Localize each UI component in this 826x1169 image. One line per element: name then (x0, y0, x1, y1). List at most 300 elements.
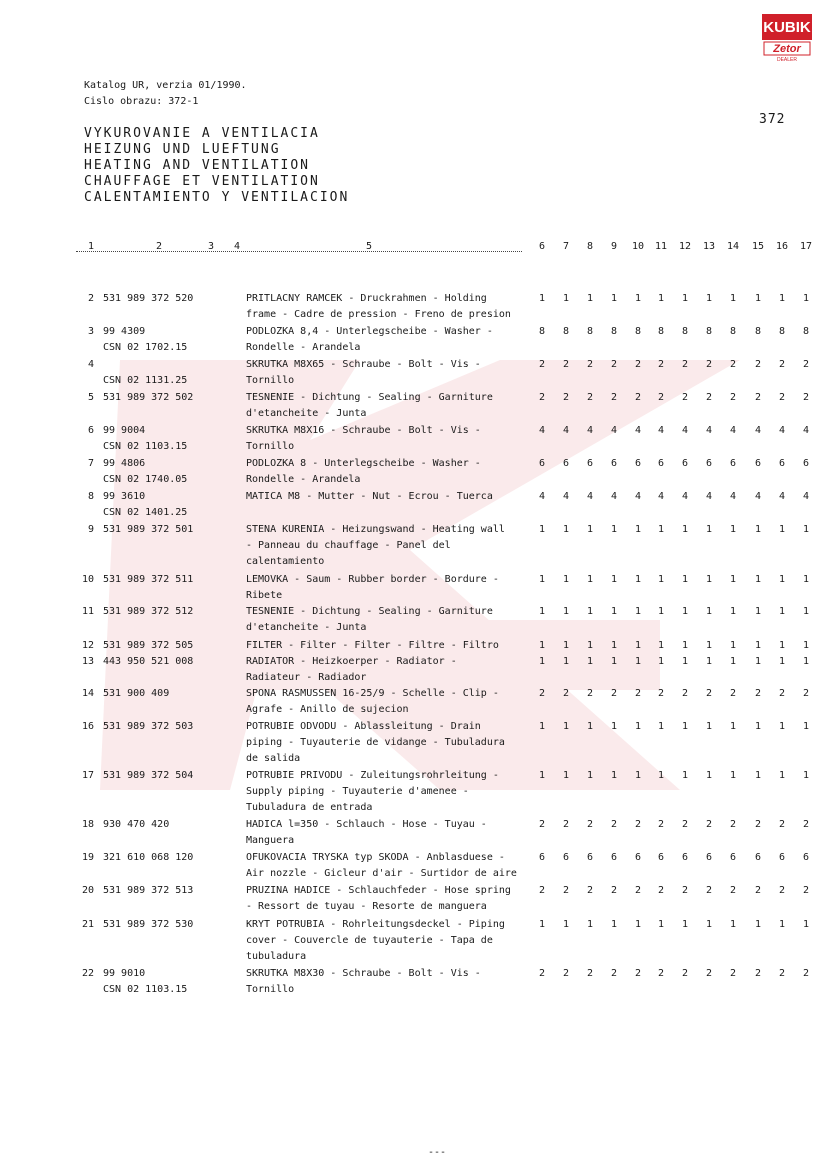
item-position: 16 (81, 721, 94, 732)
quantity-cell: 2 (802, 819, 810, 830)
quantity-cell: 1 (705, 919, 713, 930)
quantity-cell: 1 (634, 770, 642, 781)
quantity-cell: 1 (754, 721, 762, 732)
part-description: TESNENIE - Dichtung - Sealing - Garniture (246, 606, 493, 617)
quantity-cell: 2 (610, 359, 618, 370)
quantity-cell: 4 (754, 491, 762, 502)
header-rule (76, 251, 522, 252)
quantity-cell: 1 (562, 656, 570, 667)
header-qty-col-13: 13 (702, 241, 716, 252)
quantity-cell: 2 (802, 885, 810, 896)
header-qty-col-6: 6 (538, 241, 546, 252)
title-sk: VYKUROVANIE A VENTILACIA (84, 126, 320, 141)
quantity-cell: 1 (754, 574, 762, 585)
quantity-cell: 8 (610, 326, 618, 337)
quantity-cell: 1 (778, 293, 786, 304)
quantity-cell: 1 (802, 293, 810, 304)
quantity-cell: 2 (754, 359, 762, 370)
quantity-cell: 6 (778, 852, 786, 863)
quantity-cell: 1 (802, 919, 810, 930)
quantity-cell: 1 (538, 640, 546, 651)
quantity-cell: 1 (562, 606, 570, 617)
quantity-cell: 2 (610, 819, 618, 830)
standard-number: CSN 02 1740.05 (103, 474, 188, 485)
header-qty-col-12: 12 (678, 241, 692, 252)
part-description: Manguera (246, 835, 295, 846)
part-description: POTRUBIE ODVODU - Ablassleitung - Drain (246, 721, 481, 732)
quantity-cell: 6 (586, 852, 594, 863)
quantity-cell: 2 (705, 688, 713, 699)
part-description: OFUKOVACIA TRYSKA typ SKODA - Anblasduese - (246, 852, 505, 863)
quantity-cell: 8 (681, 326, 689, 337)
part-number: 99 4806 (103, 458, 146, 469)
quantity-cell: 2 (586, 359, 594, 370)
part-description: tubuladura (246, 951, 307, 962)
quantity-cell: 1 (657, 721, 665, 732)
quantity-cell: 4 (562, 491, 570, 502)
quantity-cell: 6 (562, 458, 570, 469)
quantity-cell: 2 (705, 819, 713, 830)
quantity-cell: 4 (634, 491, 642, 502)
quantity-cell: 4 (778, 491, 786, 502)
header-qty-col-9: 9 (610, 241, 618, 252)
quantity-cell: 2 (538, 885, 546, 896)
part-description: de salida (246, 753, 301, 764)
part-number: 531 989 372 513 (103, 885, 194, 896)
quantity-cell: 6 (705, 852, 713, 863)
quantity-cell: 8 (778, 326, 786, 337)
quantity-cell: 8 (562, 326, 570, 337)
quantity-cell: 1 (634, 606, 642, 617)
quantity-cell: 2 (778, 819, 786, 830)
svg-text:DEALER: DEALER (776, 57, 798, 62)
quantity-cell: 2 (681, 392, 689, 403)
part-description: PODLOZKA 8 - Unterlegscheibe - Washer - (246, 458, 481, 469)
header-col-5: 5 (366, 241, 373, 252)
quantity-cell: 2 (802, 359, 810, 370)
quantity-cell: 2 (705, 885, 713, 896)
quantity-cell: 6 (802, 458, 810, 469)
quantity-cell: 1 (634, 656, 642, 667)
item-position: 20 (81, 885, 94, 896)
quantity-cell: 1 (802, 574, 810, 585)
quantity-cell: 1 (657, 524, 665, 535)
part-description: d'etancheite - Junta (246, 622, 367, 633)
quantity-cell: 6 (754, 852, 762, 863)
quantity-cell: 1 (802, 721, 810, 732)
part-description: Air nozzle - Gicleur d'air - Surtidor de aire (246, 868, 517, 879)
quantity-cell: 1 (754, 919, 762, 930)
quantity-cell: 1 (705, 293, 713, 304)
item-position: 2 (87, 293, 94, 304)
part-description: piping - Tuyauterie de vidange - Tubuladura (246, 737, 505, 748)
quantity-cell: 2 (634, 885, 642, 896)
title-fr: CHAUFFAGE ET VENTILATION (84, 174, 320, 189)
quantity-cell: 1 (562, 919, 570, 930)
quantity-cell: 1 (705, 770, 713, 781)
quantity-cell: 1 (754, 640, 762, 651)
part-description: frame - Cadre de pression - Freno de presion (246, 309, 511, 320)
quantity-cell: 2 (681, 968, 689, 979)
quantity-cell: 1 (778, 721, 786, 732)
quantity-cell: 1 (610, 606, 618, 617)
item-position: 21 (81, 919, 94, 930)
quantity-cell: 2 (681, 359, 689, 370)
quantity-cell: 1 (586, 293, 594, 304)
page-number: 372 (759, 112, 786, 127)
quantity-cell: 1 (657, 640, 665, 651)
quantity-cell: 4 (729, 425, 737, 436)
quantity-cell: 2 (657, 359, 665, 370)
part-description: Tornillo (246, 441, 295, 452)
quantity-cell: 1 (634, 640, 642, 651)
quantity-cell: 1 (729, 721, 737, 732)
quantity-cell: 1 (657, 656, 665, 667)
quantity-cell: 1 (538, 721, 546, 732)
part-description: Supply piping - Tuyauterie d'amenee - (246, 786, 469, 797)
figure-number: Cislo obrazu: 372-1 (84, 96, 199, 107)
quantity-cell: 1 (634, 721, 642, 732)
quantity-cell: 1 (729, 606, 737, 617)
part-number: 531 900 409 (103, 688, 170, 699)
header-qty-col-17: 17 (799, 241, 813, 252)
part-description: MATICA M8 - Mutter - Nut - Ecrou - Tuerca (246, 491, 493, 502)
part-number: 531 989 372 530 (103, 919, 194, 930)
quantity-cell: 1 (657, 919, 665, 930)
quantity-cell: 1 (562, 640, 570, 651)
quantity-cell: 2 (634, 968, 642, 979)
part-number: 531 989 372 504 (103, 770, 194, 781)
quantity-cell: 8 (657, 326, 665, 337)
part-number: 531 989 372 511 (103, 574, 194, 585)
quantity-cell: 2 (681, 885, 689, 896)
quantity-cell: 4 (586, 425, 594, 436)
quantity-cell: 4 (802, 491, 810, 502)
quantity-cell: 1 (657, 293, 665, 304)
quantity-cell: 1 (681, 574, 689, 585)
quantity-cell: 1 (705, 606, 713, 617)
quantity-cell: 2 (634, 359, 642, 370)
quantity-cell: 1 (802, 524, 810, 535)
quantity-cell: 6 (634, 852, 642, 863)
item-position: 6 (87, 425, 94, 436)
part-number: 443 950 521 008 (103, 656, 194, 667)
quantity-cell: 6 (802, 852, 810, 863)
quantity-cell: 1 (802, 606, 810, 617)
svg-text:KUBIK: KUBIK (763, 19, 811, 36)
quantity-cell: 2 (562, 968, 570, 979)
quantity-cell: 1 (586, 656, 594, 667)
quantity-cell: 4 (681, 425, 689, 436)
quantity-cell: 1 (778, 656, 786, 667)
quantity-cell: 1 (802, 770, 810, 781)
quantity-cell: 1 (754, 770, 762, 781)
quantity-cell: 2 (610, 392, 618, 403)
part-description: Rondelle - Arandela (246, 474, 361, 485)
catalog-version: Katalog UR, verzia 01/1990. (84, 80, 247, 91)
quantity-cell: 1 (538, 919, 546, 930)
quantity-cell: 1 (586, 524, 594, 535)
quantity-cell: 4 (729, 491, 737, 502)
quantity-cell: 2 (705, 392, 713, 403)
quantity-cell: 2 (657, 392, 665, 403)
quantity-cell: 6 (754, 458, 762, 469)
quantity-cell: 1 (729, 640, 737, 651)
header-qty-col-11: 11 (654, 241, 668, 252)
part-description: cover - Couvercle de tuyauterie - Tapa de (246, 935, 493, 946)
quantity-cell: 2 (729, 885, 737, 896)
quantity-cell: 1 (778, 606, 786, 617)
header-qty-col-14: 14 (726, 241, 740, 252)
kubik-zetor-logo (762, 14, 812, 62)
quantity-cell: 4 (705, 491, 713, 502)
title-en: HEATING AND VENTILATION (84, 158, 311, 173)
part-description: SPONA RASMUSSEN 16-25/9 - Schelle - Clip - (246, 688, 499, 699)
quantity-cell: 1 (586, 721, 594, 732)
part-description: STENA KURENIA - Heizungswand - Heating wall (246, 524, 505, 535)
quantity-cell: 2 (778, 392, 786, 403)
quantity-cell: 1 (681, 721, 689, 732)
quantity-cell: 1 (538, 293, 546, 304)
item-position: 9 (87, 524, 94, 535)
part-description: - Ressort de tuyau - Resorte de manguera (246, 901, 487, 912)
item-position: 13 (81, 656, 94, 667)
quantity-cell: 1 (681, 919, 689, 930)
quantity-cell: 2 (729, 968, 737, 979)
quantity-cell: 2 (778, 968, 786, 979)
quantity-cell: 2 (610, 968, 618, 979)
quantity-cell: 1 (705, 721, 713, 732)
title-es: CALENTAMIENTO Y VENTILACION (84, 190, 350, 205)
standard-number: CSN 02 1131.25 (103, 375, 188, 386)
quantity-cell: 2 (610, 885, 618, 896)
header-qty-col-8: 8 (586, 241, 594, 252)
quantity-cell: 2 (538, 359, 546, 370)
quantity-cell: 1 (705, 524, 713, 535)
quantity-cell: 1 (705, 574, 713, 585)
quantity-cell: 6 (634, 458, 642, 469)
header-col-4: 4 (234, 241, 241, 252)
quantity-cell: 2 (729, 688, 737, 699)
quantity-cell: 1 (538, 574, 546, 585)
quantity-cell: 1 (586, 574, 594, 585)
part-number: 531 989 372 503 (103, 721, 194, 732)
quantity-cell: 6 (657, 458, 665, 469)
quantity-cell: 2 (562, 885, 570, 896)
quantity-cell: 1 (681, 524, 689, 535)
quantity-cell: 1 (586, 919, 594, 930)
quantity-cell: 1 (562, 721, 570, 732)
quantity-cell: 6 (729, 458, 737, 469)
standard-number: CSN 02 1103.15 (103, 441, 188, 452)
quantity-cell: 2 (657, 885, 665, 896)
quantity-cell: 2 (538, 688, 546, 699)
quantity-cell: 2 (586, 392, 594, 403)
quantity-cell: 2 (802, 688, 810, 699)
quantity-cell: 2 (802, 392, 810, 403)
part-description: FILTER - Filter - Filter - Filtre - Filtro (246, 640, 499, 651)
part-description: Radiateur - Radiador (246, 672, 367, 683)
part-description: PODLOZKA 8,4 - Unterlegscheibe - Washer - (246, 326, 493, 337)
quantity-cell: 2 (754, 819, 762, 830)
quantity-cell: 1 (778, 919, 786, 930)
quantity-cell: 1 (681, 770, 689, 781)
part-description: LEMOVKA - Saum - Rubber border - Bordure - (246, 574, 499, 585)
quantity-cell: 1 (562, 770, 570, 781)
quantity-cell: 1 (634, 574, 642, 585)
part-description: PRUZINA HADICE - Schlauchfeder - Hose spring (246, 885, 511, 896)
quantity-cell: 2 (729, 392, 737, 403)
quantity-cell: 2 (729, 819, 737, 830)
quantity-cell: 1 (778, 770, 786, 781)
quantity-cell: 2 (754, 688, 762, 699)
part-description: RADIATOR - Heizkoerper - Radiator - (246, 656, 457, 667)
quantity-cell: 1 (634, 293, 642, 304)
item-position: 14 (81, 688, 94, 699)
quantity-cell: 1 (610, 640, 618, 651)
quantity-cell: 1 (610, 293, 618, 304)
quantity-cell: 4 (634, 425, 642, 436)
quantity-cell: 2 (538, 819, 546, 830)
part-number: 531 989 372 512 (103, 606, 194, 617)
quantity-cell: 2 (562, 392, 570, 403)
quantity-cell: 1 (657, 606, 665, 617)
part-number: 99 9004 (103, 425, 146, 436)
quantity-cell: 8 (802, 326, 810, 337)
part-description: POTRUBIE PRIVODU - Zuleitungsrohrleitung - (246, 770, 499, 781)
part-description: Tornillo (246, 375, 295, 386)
item-position: 7 (87, 458, 94, 469)
part-description: TESNENIE - Dichtung - Sealing - Garniture (246, 392, 493, 403)
part-description: Agrafe - Anillo de sujecion (246, 704, 409, 715)
quantity-cell: 2 (778, 885, 786, 896)
quantity-cell: 1 (586, 770, 594, 781)
part-number: 531 989 372 505 (103, 640, 194, 651)
quantity-cell: 6 (657, 852, 665, 863)
quantity-cell: 2 (634, 392, 642, 403)
quantity-cell: 1 (705, 656, 713, 667)
part-description: SKRUTKA M8X30 - Schraube - Bolt - Vis - (246, 968, 481, 979)
quantity-cell: 1 (610, 656, 618, 667)
quantity-cell: 6 (538, 852, 546, 863)
quantity-cell: 1 (754, 656, 762, 667)
item-position: 22 (81, 968, 94, 979)
item-position: 18 (81, 819, 94, 830)
quantity-cell: 8 (538, 326, 546, 337)
quantity-cell: 1 (754, 293, 762, 304)
header-qty-col-10: 10 (631, 241, 645, 252)
quantity-cell: 1 (778, 574, 786, 585)
quantity-cell: 8 (754, 326, 762, 337)
quantity-cell: 1 (729, 574, 737, 585)
quantity-cell: 1 (586, 606, 594, 617)
quantity-cell: 1 (778, 524, 786, 535)
part-description: calentamiento (246, 556, 325, 567)
quantity-cell: 2 (610, 688, 618, 699)
quantity-cell: 1 (802, 640, 810, 651)
quantity-cell: 1 (538, 606, 546, 617)
part-description: PRITLACNY RAMCEK - Druckrahmen - Holding (246, 293, 487, 304)
quantity-cell: 1 (681, 656, 689, 667)
item-position: 10 (81, 574, 94, 585)
quantity-cell: 8 (586, 326, 594, 337)
part-description: Tubuladura de entrada (246, 802, 373, 813)
quantity-cell: 1 (657, 574, 665, 585)
quantity-cell: 1 (754, 524, 762, 535)
quantity-cell: 1 (562, 574, 570, 585)
header-col-1: 1 (88, 241, 95, 252)
item-position: 3 (87, 326, 94, 337)
header-qty-col-15: 15 (751, 241, 765, 252)
quantity-cell: 2 (562, 688, 570, 699)
quantity-cell: 6 (681, 458, 689, 469)
quantity-cell: 1 (754, 606, 762, 617)
quantity-cell: 1 (538, 524, 546, 535)
quantity-cell: 2 (657, 688, 665, 699)
quantity-cell: 6 (778, 458, 786, 469)
quantity-cell: 4 (610, 491, 618, 502)
quantity-cell: 1 (562, 293, 570, 304)
quantity-cell: 1 (562, 524, 570, 535)
quantity-cell: 1 (802, 656, 810, 667)
quantity-cell: 4 (538, 425, 546, 436)
quantity-cell: 1 (610, 524, 618, 535)
quantity-cell: 2 (538, 392, 546, 403)
quantity-cell: 2 (657, 968, 665, 979)
quantity-cell: 2 (634, 819, 642, 830)
item-position: 11 (81, 606, 94, 617)
quantity-cell: 2 (562, 359, 570, 370)
quantity-cell: 4 (778, 425, 786, 436)
standard-number: CSN 02 1702.15 (103, 342, 188, 353)
quantity-cell: 1 (634, 919, 642, 930)
quantity-cell: 6 (705, 458, 713, 469)
quantity-cell: 2 (754, 392, 762, 403)
quantity-cell: 6 (562, 852, 570, 863)
part-description: Tornillo (246, 984, 295, 995)
quantity-cell: 4 (754, 425, 762, 436)
quantity-cell: 1 (610, 770, 618, 781)
quantity-cell: 1 (586, 640, 594, 651)
part-number: 930 470 420 (103, 819, 170, 830)
quantity-cell: 4 (610, 425, 618, 436)
quantity-cell: 1 (634, 524, 642, 535)
quantity-cell: 1 (729, 656, 737, 667)
quantity-cell: 1 (538, 770, 546, 781)
quantity-cell: 2 (586, 968, 594, 979)
quantity-cell: 1 (729, 293, 737, 304)
header-col-3: 3 (208, 241, 215, 252)
page-footer: --- (428, 1147, 447, 1158)
quantity-cell: 4 (562, 425, 570, 436)
quantity-cell: 1 (705, 640, 713, 651)
item-position: 19 (81, 852, 94, 863)
quantity-cell: 1 (610, 574, 618, 585)
part-number: 99 3610 (103, 491, 146, 502)
quantity-cell: 1 (729, 919, 737, 930)
standard-number: CSN 02 1401.25 (103, 507, 188, 518)
quantity-cell: 1 (729, 770, 737, 781)
quantity-cell: 2 (538, 968, 546, 979)
part-number: 321 610 068 120 (103, 852, 194, 863)
quantity-cell: 6 (610, 458, 618, 469)
quantity-cell: 4 (657, 425, 665, 436)
quantity-cell: 4 (657, 491, 665, 502)
quantity-cell: 2 (754, 885, 762, 896)
quantity-cell: 8 (729, 326, 737, 337)
part-number: 531 989 372 502 (103, 392, 194, 403)
part-number: 531 989 372 520 (103, 293, 194, 304)
